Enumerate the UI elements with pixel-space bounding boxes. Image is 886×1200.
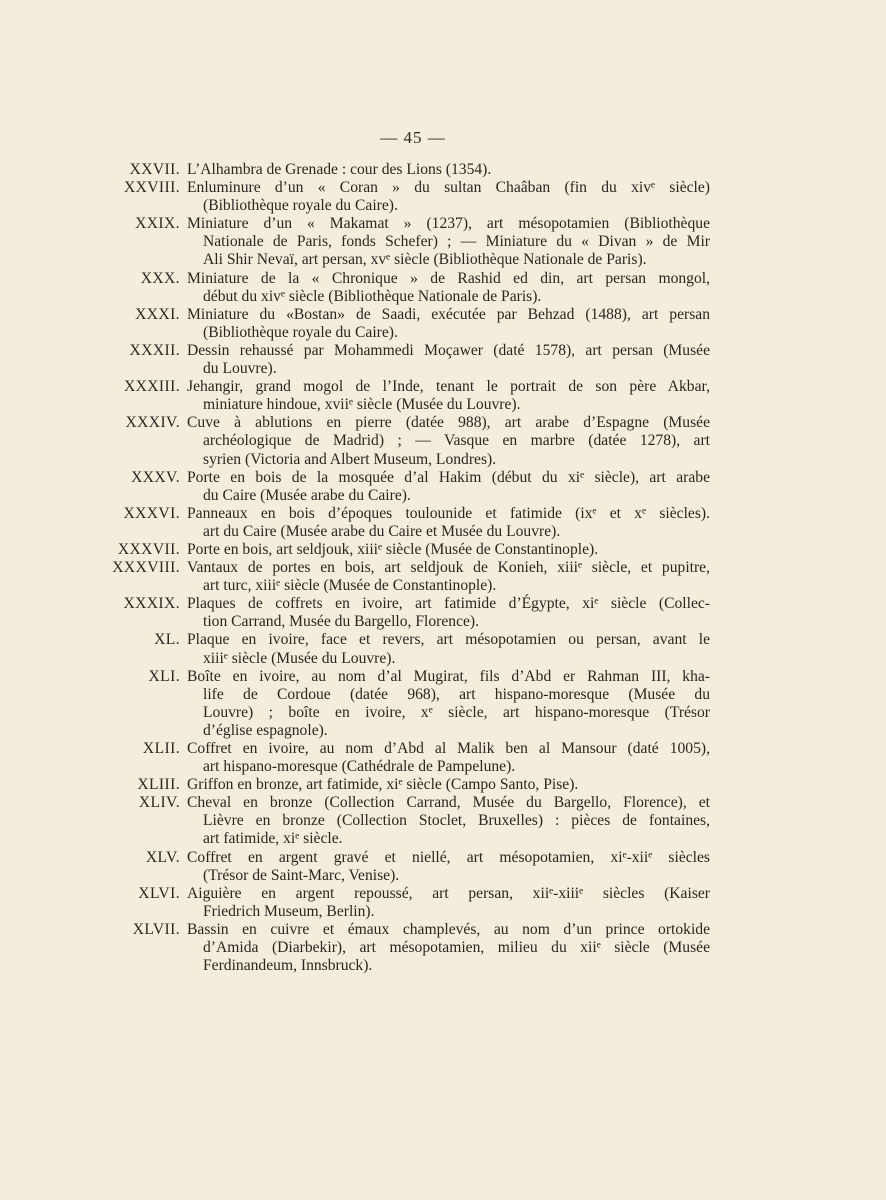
description-line: art fatimide, xiᵉ siècle. bbox=[203, 830, 343, 848]
plate-number: XXXIV. bbox=[125, 414, 180, 432]
plate-number: XLIII. bbox=[137, 776, 180, 794]
plate-description bbox=[187, 541, 710, 559]
plate-number: XLI. bbox=[148, 667, 180, 685]
description-line: début du xivᵉ siècle (Bibliothèque Nationale de Paris). bbox=[203, 287, 542, 305]
description-line: Coffret en ivoire, au nom d’Abd al Malik ben al Mansour (daté 1005), bbox=[187, 740, 710, 757]
plate-number: XXIX. bbox=[135, 215, 180, 233]
description-line: art du Caire (Musée arabe du Caire et Musée du Louvre). bbox=[203, 522, 561, 540]
plate-number: XL. bbox=[154, 631, 180, 649]
plate-description bbox=[187, 740, 710, 776]
plate-description bbox=[187, 342, 710, 378]
description-line: du Louvre). bbox=[203, 360, 277, 378]
plate-description bbox=[187, 595, 710, 631]
description-line: archéologique de Madrid) ; — Vasque en marbre (datée 1278), art bbox=[203, 432, 710, 450]
page-number: — 45 — bbox=[380, 128, 446, 147]
plate-entry bbox=[0, 668, 886, 740]
plate-number: XLIV. bbox=[138, 794, 180, 812]
plate-number: XXVIII. bbox=[123, 179, 180, 197]
description-line: Panneaux en bois d’époques toulounide et fatimide (ixᵉ et xᵉ siècles). bbox=[187, 504, 710, 522]
plate-description bbox=[187, 885, 710, 921]
plate-description bbox=[187, 378, 710, 414]
description-line: tion Carrand, Musée du Bargello, Florence). bbox=[203, 613, 479, 631]
description-line: Cuve à ablutions en pierre (datée 988), art arabe d’Espagne (Musée bbox=[187, 414, 710, 432]
plate-entry bbox=[0, 179, 886, 215]
description-line: Miniature de la « Chronique » de Rashid ed din, art persan mongol, bbox=[187, 269, 710, 287]
plate-description bbox=[187, 668, 710, 740]
description-line: Porte en bois, art seldjouk, xiiiᵉ siècle (Musée de Constantinople). bbox=[187, 540, 599, 558]
plate-description bbox=[187, 794, 710, 848]
description-line: Enluminure d’un « Coran » du sultan Chaâban (fin du xivᵉ siècle) bbox=[187, 179, 710, 197]
description-line: Nationale de Paris, fonds Schefer) ; — Miniature du « Divan » de Mir bbox=[203, 233, 710, 251]
description-line: Dessin rehaussé par Mohammedi Moçawer (daté 1578), art persan (Musée bbox=[187, 341, 710, 359]
plate-description bbox=[187, 921, 710, 975]
plate-entry bbox=[0, 776, 886, 794]
plate-number: XXXVI. bbox=[123, 504, 180, 522]
plate-description bbox=[187, 776, 710, 794]
description-line: Griffon en bronze, art fatimide, xiᵉ siècle (Campo Santo, Pise). bbox=[187, 776, 579, 794]
description-line: Boîte en ivoire, au nom d’al Mugirat, fils d’Abd er Rahman III, kha- bbox=[187, 667, 710, 685]
plate-entry bbox=[0, 794, 886, 848]
plate-entry bbox=[0, 378, 886, 414]
plate-number: XXXVIII. bbox=[112, 559, 180, 577]
description-line: Aiguière en argent repoussé, art persan, xiiᵉ-xiiiᵉ siècles (Kaiser bbox=[187, 884, 710, 902]
plate-description bbox=[187, 306, 710, 342]
plate-number: XXXVII. bbox=[117, 540, 180, 558]
description-line: L’Alhambra de Grenade : cour des Lions (1354). bbox=[187, 161, 492, 178]
description-line: syrien (Victoria and Albert Museum, Londres). bbox=[203, 450, 497, 468]
plate-entry bbox=[0, 885, 886, 921]
plate-description bbox=[187, 469, 710, 505]
description-line: miniature hindoue, xviiᵉ siècle (Musée du Louvre). bbox=[203, 396, 521, 414]
description-line: Jehangir, grand mogol de l’Inde, tenant le portrait de son père Akbar, bbox=[187, 378, 710, 396]
description-line: art turc, xiiiᵉ siècle (Musée de Constantinople). bbox=[203, 577, 497, 595]
description-line: Ali Shir Nevaï, art persan, xvᵉ siècle (Bibliothèque Nationale de Paris). bbox=[203, 251, 647, 269]
plate-description bbox=[187, 161, 710, 179]
description-line: xiiiᵉ siècle (Musée du Louvre). bbox=[203, 649, 396, 667]
description-line: Miniature du «Bostan» de Saadi, exécutée par Behzad (1488), art persan bbox=[187, 305, 710, 323]
description-line: Cheval en bronze (Collection Carrand, Musée du Bargello, Florence), et bbox=[187, 794, 710, 812]
description-line: Louvre) ; boîte en ivoire, xᵉ siècle, art hispano-moresque (Trésor bbox=[203, 703, 710, 721]
plate-description bbox=[187, 414, 710, 468]
description-line: Bassin en cuivre et émaux champlevés, au nom d’un prince ortokide bbox=[187, 920, 710, 938]
description-line: Ferdinandeum, Innsbruck). bbox=[203, 957, 373, 975]
description-line: Miniature d’un « Makamat » (1237), art mésopotamien (Bibliothèque bbox=[187, 215, 710, 233]
description-line: du Caire (Musée arabe du Caire). bbox=[203, 486, 411, 504]
plate-description bbox=[187, 179, 710, 215]
plate-entry bbox=[0, 215, 886, 269]
plate-entry bbox=[0, 921, 886, 975]
description-line: (Trésor de Saint-Marc, Venise). bbox=[203, 866, 400, 884]
plate-number: XLVI. bbox=[138, 884, 180, 902]
plate-number: XXVII. bbox=[129, 161, 180, 178]
plate-description bbox=[187, 270, 710, 306]
description-line: art hispano-moresque (Cathédrale de Pampelune). bbox=[203, 758, 516, 776]
plate-number: XLVII. bbox=[132, 920, 180, 938]
plate-number: XXX. bbox=[140, 269, 180, 287]
plate-entry bbox=[0, 414, 886, 468]
plate-entry bbox=[0, 505, 886, 541]
plate-number: XXXV. bbox=[131, 468, 180, 486]
plate-entry bbox=[0, 740, 886, 776]
plate-entry bbox=[0, 559, 886, 595]
description-line: Vantaux de portes en bois, art seldjouk de Konieh, xiiiᵉ siècle, et pupitre, bbox=[187, 559, 710, 577]
plate-entry bbox=[0, 342, 886, 378]
description-line: d’église espagnole). bbox=[203, 721, 328, 739]
plate-number: XLII. bbox=[142, 740, 180, 757]
plate-entry bbox=[0, 306, 886, 342]
description-line: (Bibliothèque royale du Caire). bbox=[203, 323, 398, 341]
plate-entry bbox=[0, 595, 886, 631]
plate-entry bbox=[0, 631, 886, 667]
plate-list bbox=[0, 161, 886, 975]
plate-entry bbox=[0, 270, 886, 306]
plate-entry bbox=[0, 541, 886, 559]
description-line: Lièvre en bronze (Collection Stoclet, Bruxelles) : pièces de fontaines, bbox=[203, 812, 710, 830]
plate-number: XXXIX. bbox=[123, 595, 180, 613]
plate-description bbox=[187, 849, 710, 885]
description-line: Friedrich Museum, Berlin). bbox=[203, 902, 375, 920]
plate-description bbox=[187, 215, 710, 269]
plate-entry bbox=[0, 849, 886, 885]
plate-description bbox=[187, 505, 710, 541]
plate-number: XXXIII. bbox=[123, 378, 180, 396]
description-line: (Bibliothèque royale du Caire). bbox=[203, 197, 398, 215]
description-line: Plaque en ivoire, face et revers, art mésopotamien ou persan, avant le bbox=[187, 631, 710, 649]
plate-number: XXXI. bbox=[135, 305, 180, 323]
description-line: Coffret en argent gravé et niellé, art mésopotamien, xiᵉ-xiiᵉ siècles bbox=[187, 848, 710, 866]
plate-description bbox=[187, 559, 710, 595]
plate-entry bbox=[0, 161, 886, 179]
plate-description bbox=[187, 631, 710, 667]
plate-number: XXXII. bbox=[129, 341, 180, 359]
plate-number: XLV. bbox=[145, 848, 180, 866]
description-line: Plaques de coffrets en ivoire, art fatimide d’Égypte, xiᵉ siècle (Collec- bbox=[187, 595, 710, 613]
plate-entry bbox=[0, 469, 886, 505]
description-line: d’Amida (Diarbekir), art mésopotamien, milieu du xiiᵉ siècle (Musée bbox=[203, 939, 710, 957]
description-line: life de Cordoue (datée 968), art hispano-moresque (Musée du bbox=[203, 685, 710, 703]
description-line: Porte en bois de la mosquée d’al Hakim (début du xiᵉ siècle), art arabe bbox=[187, 468, 710, 486]
